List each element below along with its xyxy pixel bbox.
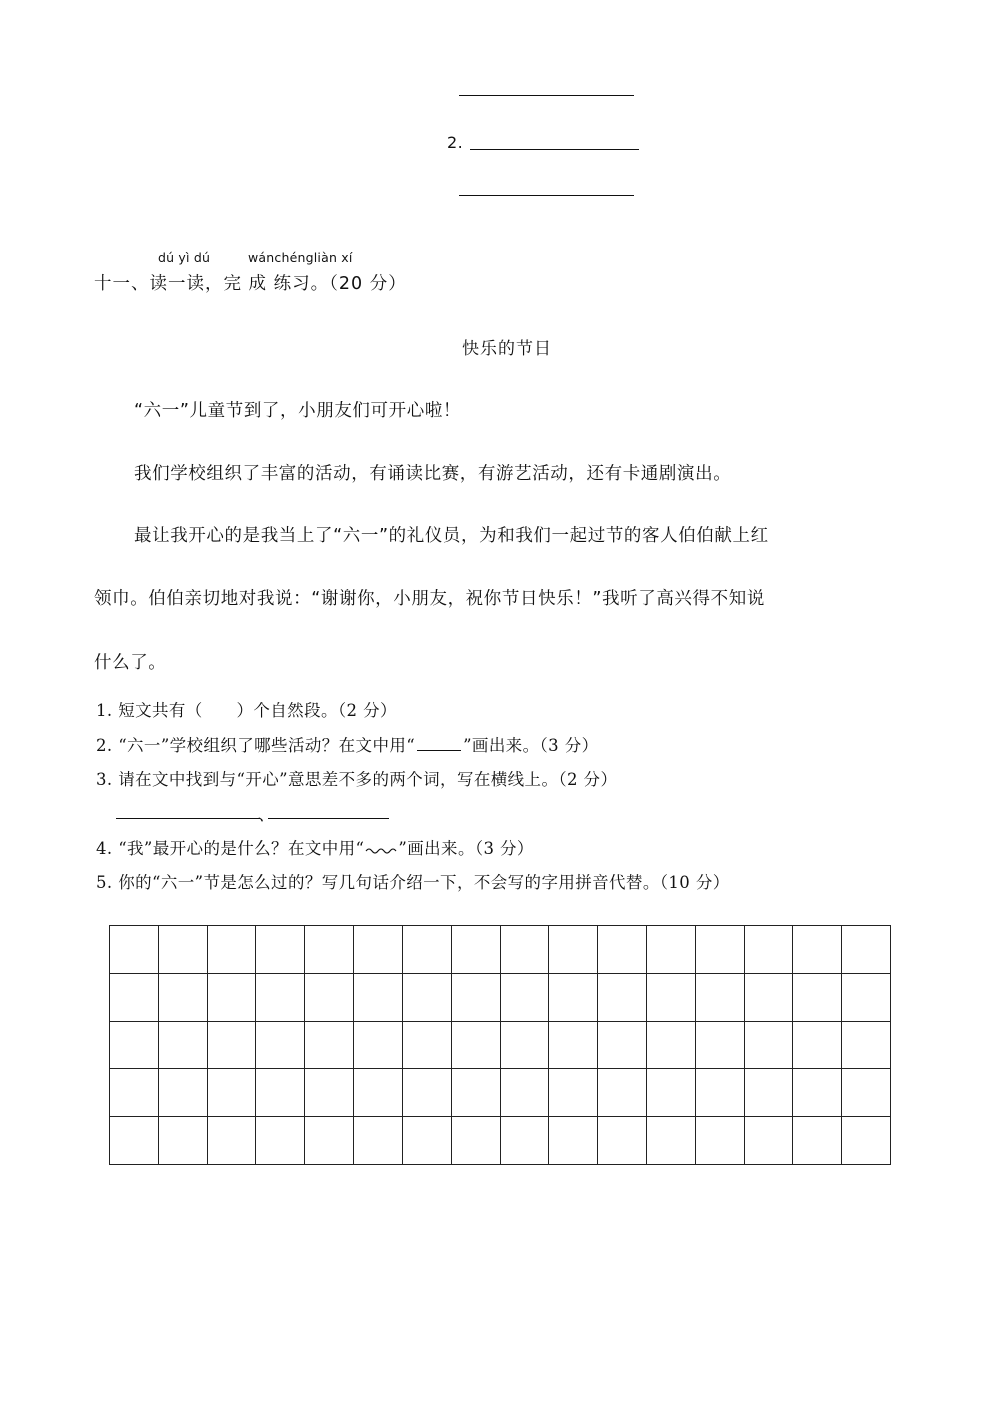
grid-cell[interactable] — [647, 926, 696, 974]
passage-paragraph-1: “六一”儿童节到了，小朋友们可开心啦！ — [134, 401, 462, 421]
grid-cell[interactable] — [745, 1022, 794, 1070]
grid-cell[interactable] — [549, 926, 598, 974]
grid-cell[interactable] — [110, 1117, 159, 1165]
grid-cell[interactable] — [159, 1022, 208, 1070]
grid-cell[interactable] — [745, 1117, 794, 1165]
question-2 — [96, 732, 599, 756]
grid-cell[interactable] — [256, 926, 305, 974]
grid-cell[interactable] — [208, 1069, 257, 1117]
grid-cell[interactable] — [159, 1117, 208, 1165]
grid-cell[interactable] — [842, 974, 891, 1022]
passage-paragraph-3-line-3: 什么了。 — [94, 653, 167, 673]
section-heading: 十一、读一读，完 成 练习。（20 分） — [94, 274, 407, 294]
grid-cell[interactable] — [354, 1022, 403, 1070]
question-4-text-end: ”画出来。（3 分） — [398, 839, 534, 858]
question-5: 5. 你的“六一”节是怎么过的？写几句话介绍一下，不会写的字用拼音代替。（10 分） — [96, 873, 730, 892]
grid-cell[interactable] — [110, 1069, 159, 1117]
grid-cell[interactable] — [354, 974, 403, 1022]
grid-cell[interactable] — [305, 1022, 354, 1070]
grid-cell[interactable] — [159, 926, 208, 974]
passage-paragraph-3-line-1: 最让我开心的是我当上了“六一”的礼仪员，为和我们一起过节的客人伯伯献上红 — [134, 526, 769, 546]
grid-cell[interactable] — [452, 1069, 501, 1117]
grid-cell[interactable] — [501, 1069, 550, 1117]
grid-cell[interactable] — [696, 1069, 745, 1117]
grid-cell[interactable] — [647, 1117, 696, 1165]
grid-cell[interactable] — [598, 1117, 647, 1165]
grid-cell[interactable] — [354, 1117, 403, 1165]
grid-cell[interactable] — [549, 1069, 598, 1117]
grid-cell[interactable] — [842, 1069, 891, 1117]
grid-cell[interactable] — [256, 974, 305, 1022]
question-3: 3. 请在文中找到与“开心”意思差不多的两个词，写在横线上。（2 分） — [96, 770, 618, 789]
straight-underline-sample — [417, 736, 461, 751]
passage-paragraph-3-line-2: 领巾。伯伯亲切地对我说：“谢谢你，小朋友，祝你节日快乐！”我听了高兴得不知说 — [94, 589, 765, 609]
passage-paragraph-2: 我们学校组织了丰富的活动，有诵读比赛，有游艺活动，还有卡通剧演出。 — [134, 464, 732, 484]
grid-cell[interactable] — [842, 926, 891, 974]
grid-cell[interactable] — [647, 974, 696, 1022]
grid-cell[interactable] — [208, 926, 257, 974]
grid-cell[interactable] — [696, 1117, 745, 1165]
grid-cell[interactable] — [403, 1117, 452, 1165]
grid-cell[interactable] — [110, 926, 159, 974]
grid-cell[interactable] — [793, 974, 842, 1022]
grid-cell[interactable] — [647, 1069, 696, 1117]
grid-cell[interactable] — [110, 1022, 159, 1070]
question-4-text: 4. “我”最开心的是什么？在文中用“ — [96, 839, 365, 858]
grid-cell[interactable] — [549, 1022, 598, 1070]
grid-cell[interactable] — [501, 1117, 550, 1165]
grid-cell[interactable] — [842, 1022, 891, 1070]
grid-cell[interactable] — [647, 1022, 696, 1070]
pinyin-wancheng-lianxi: wánchéngliàn xí — [248, 250, 353, 265]
grid-cell[interactable] — [305, 926, 354, 974]
grid-cell[interactable] — [403, 926, 452, 974]
question-1: 1. 短文共有（ ）个自然段。（2 分） — [96, 701, 397, 720]
grid-cell[interactable] — [256, 1117, 305, 1165]
grid-cell[interactable] — [696, 1022, 745, 1070]
grid-cell[interactable] — [305, 1117, 354, 1165]
question-3-answer-line-1[interactable] — [116, 818, 260, 819]
grid-cell[interactable] — [256, 1069, 305, 1117]
grid-cell[interactable] — [696, 974, 745, 1022]
answer-line-2a[interactable] — [470, 149, 639, 150]
wavy-underline-icon — [364, 844, 398, 854]
grid-cell[interactable] — [549, 1117, 598, 1165]
grid-cell[interactable] — [745, 926, 794, 974]
grid-cell[interactable] — [793, 1069, 842, 1117]
grid-cell[interactable] — [403, 974, 452, 1022]
passage-title: 快乐的节日 — [462, 339, 552, 359]
grid-cell[interactable] — [452, 974, 501, 1022]
answer-line-2b[interactable] — [459, 195, 634, 196]
grid-cell[interactable] — [598, 974, 647, 1022]
grid-cell[interactable] — [745, 1069, 794, 1117]
grid-cell[interactable] — [598, 926, 647, 974]
grid-cell[interactable] — [208, 1117, 257, 1165]
grid-cell[interactable] — [403, 1069, 452, 1117]
answer-line-1a[interactable] — [459, 95, 634, 96]
question-2-text: 2. “六一”学校组织了哪些活动？在文中用“ — [96, 736, 416, 755]
grid-cell[interactable] — [696, 926, 745, 974]
question-4 — [96, 835, 534, 859]
grid-cell[interactable] — [452, 1117, 501, 1165]
grid-cell[interactable] — [159, 974, 208, 1022]
grid-cell[interactable] — [793, 1022, 842, 1070]
grid-cell[interactable] — [452, 1022, 501, 1070]
grid-cell[interactable] — [842, 1117, 891, 1165]
grid-cell[interactable] — [354, 1069, 403, 1117]
grid-cell[interactable] — [354, 926, 403, 974]
grid-cell[interactable] — [745, 974, 794, 1022]
grid-cell[interactable] — [256, 1022, 305, 1070]
question-2-text-end: ”画出来。（3 分） — [463, 736, 599, 755]
answer-label-2: 2. — [447, 133, 464, 152]
grid-cell[interactable] — [598, 1069, 647, 1117]
grid-cell[interactable] — [549, 974, 598, 1022]
question-3-separator: 、 — [258, 805, 275, 824]
grid-cell[interactable] — [110, 974, 159, 1022]
grid-cell[interactable] — [403, 1022, 452, 1070]
grid-cell[interactable] — [208, 1022, 257, 1070]
writing-grid[interactable] — [109, 925, 891, 1165]
grid-cell[interactable] — [501, 1022, 550, 1070]
grid-cell[interactable] — [159, 1069, 208, 1117]
pinyin-du-yi-du: dú yì dú — [158, 250, 211, 265]
grid-cell[interactable] — [208, 974, 257, 1022]
grid-cell[interactable] — [793, 1117, 842, 1165]
grid-cell[interactable] — [305, 974, 354, 1022]
grid-cell[interactable] — [501, 974, 550, 1022]
question-3-answer-line-2[interactable] — [268, 818, 389, 819]
grid-cell[interactable] — [452, 926, 501, 974]
grid-cell[interactable] — [598, 1022, 647, 1070]
grid-cell[interactable] — [305, 1069, 354, 1117]
grid-cell[interactable] — [793, 926, 842, 974]
grid-cell[interactable] — [501, 926, 550, 974]
